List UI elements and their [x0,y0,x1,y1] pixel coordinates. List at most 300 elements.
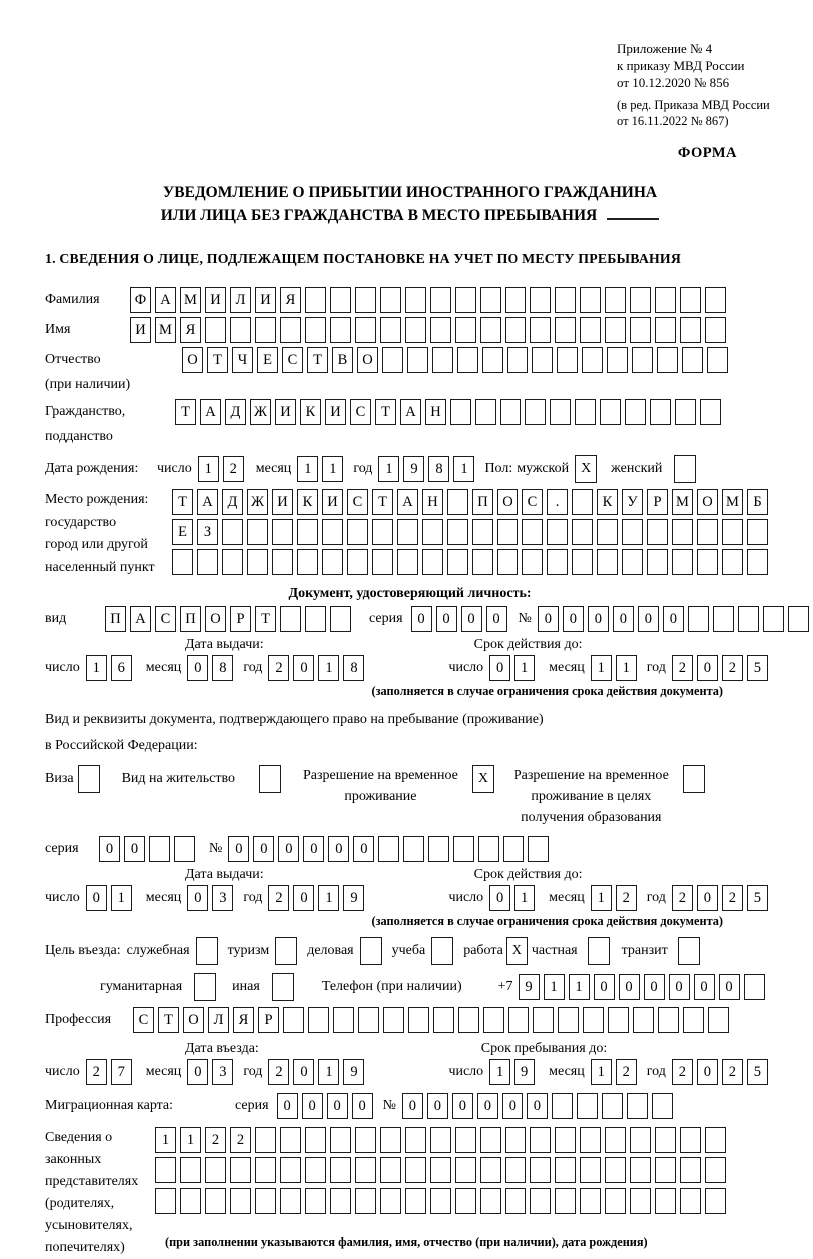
char-box [405,1127,426,1153]
char-box [457,347,478,373]
char-box [738,606,759,632]
char-box: 2 [722,1059,743,1085]
char-box [744,974,765,1000]
char-box [172,549,193,575]
month-label: месяц [145,660,182,675]
stay-year-boxes [672,1059,772,1085]
rep-label-6: попечителях) [45,1240,125,1255]
char-box: Т [255,606,276,632]
char-box [305,1157,326,1183]
char-box [383,1007,404,1033]
char-box: 5 [747,1059,768,1085]
char-box [505,1157,526,1183]
year-label: год [646,660,666,675]
title-underline [607,204,659,220]
char-box [355,317,376,343]
char-box: 1 [453,456,474,482]
char-box [430,317,451,343]
char-box [482,347,503,373]
char-box: М [155,317,176,343]
char-box: 0 [328,836,349,862]
doc-number-label: № [518,611,532,626]
representatives-row [45,1127,775,1259]
char-box [530,287,551,313]
year-label: год [243,890,263,905]
rep-label-2: законных [45,1152,102,1167]
char-box: 2 [230,1127,251,1153]
char-box: 1 [318,885,339,911]
char-box: Т [207,347,228,373]
char-box: И [205,287,226,313]
char-box [605,1188,626,1214]
char-box [605,1127,626,1153]
char-box: Р [230,606,251,632]
char-box [230,1157,251,1183]
char-box: 2 [268,655,289,681]
char-box [480,317,501,343]
char-box [655,1127,676,1153]
char-box: 0 [277,1093,298,1119]
char-box: К [597,489,618,515]
name-label: Имя [45,322,71,337]
purpose-row-2 [45,973,775,1001]
citizenship-label-1: Гражданство, [45,404,126,419]
char-box [355,287,376,313]
char-box [630,287,651,313]
char-box: З [197,519,218,545]
char-box [297,519,318,545]
char-box [505,287,526,313]
char-box: 0 [253,836,274,862]
entry-dates-row [45,1059,775,1085]
form-title [45,182,775,227]
char-box: Т [307,347,328,373]
visa-checkbox [78,765,100,793]
char-box: 0 [352,1093,373,1119]
char-box [680,287,701,313]
phone-prefix: +7 [497,979,513,994]
char-box: И [275,399,296,425]
doc-validity-note: (заполняется в случае ограничения срока действия документа) [371,684,723,698]
patronymic-boxes [182,347,732,373]
char-box: 0 [293,655,314,681]
day-label: число [448,890,484,905]
purpose-study-checkbox [431,937,453,965]
char-box [380,287,401,313]
rep-label-1: Сведения о [45,1130,113,1145]
char-box [308,1007,329,1033]
char-box: П [472,489,493,515]
appendix-block [617,40,775,129]
char-box [405,1157,426,1183]
char-box [713,606,734,632]
stay-day-boxes [489,1059,539,1085]
char-box: 0 [124,836,145,862]
char-box [547,549,568,575]
char-box [550,399,571,425]
char-box [530,1157,551,1183]
char-box: С [350,399,371,425]
char-box: 8 [343,655,364,681]
char-box: Ж [250,399,271,425]
birth-day-boxes [198,456,248,482]
char-box [455,287,476,313]
char-box [557,347,578,373]
char-box [422,519,443,545]
char-box: 0 [697,1059,718,1085]
char-box: 0 [302,1093,323,1119]
char-box: 0 [563,606,584,632]
char-box [788,606,809,632]
purpose-other-checkbox [272,973,294,1001]
res-issue-month-boxes [187,885,237,911]
char-box: 0 [527,1093,548,1119]
patronymic-note: (при наличии) [45,377,131,392]
char-box [652,1093,673,1119]
char-box: 7 [111,1059,132,1085]
char-box [430,287,451,313]
residence-permit-label: Вид на жительство [121,771,235,786]
char-box: 2 [223,456,244,482]
char-box: С [522,489,543,515]
char-box: 0 [402,1093,423,1119]
char-box [472,549,493,575]
char-box [378,836,399,862]
char-box: Ч [232,347,253,373]
doc-dates-header [45,637,775,653]
purpose-business-label: деловая [307,943,354,958]
char-box [705,1127,726,1153]
char-box: Н [422,489,443,515]
char-box: С [282,347,303,373]
phone-boxes [519,974,769,1000]
temp-residence-education-label: Разрешение на временное проживание в целях получения образования [513,768,669,825]
char-box: 1 [86,655,107,681]
char-box: 0 [187,885,208,911]
char-box: А [130,606,151,632]
char-box [622,519,643,545]
char-box: Т [175,399,196,425]
month-label: месяц [549,890,585,905]
char-box: 0 [538,606,559,632]
char-box [655,1188,676,1214]
char-box [497,519,518,545]
char-box [405,317,426,343]
char-box [480,1157,501,1183]
doc-issue-month-boxes [187,655,237,681]
char-box: И [255,287,276,313]
year-label: год [243,660,263,675]
char-box: О [205,606,226,632]
char-box [532,347,553,373]
char-box [408,1007,429,1033]
char-box: Ж [247,489,268,515]
char-box [280,1157,301,1183]
char-box: Е [172,519,193,545]
day-label: число [45,660,80,675]
char-box [680,1188,701,1214]
purpose-tourism-label: туризм [227,943,270,958]
char-box: 1 [514,885,535,911]
citizenship-boxes [175,399,725,425]
char-box: 0 [489,655,510,681]
char-box [272,519,293,545]
char-box [478,836,499,862]
char-box [580,1157,601,1183]
sex-female-checkbox [674,455,696,483]
month-label: месяц [145,1064,182,1079]
char-box: Я [233,1007,254,1033]
char-box: 0 [594,974,615,1000]
char-box [597,549,618,575]
purpose-official-checkbox [196,937,218,965]
doc-series-label: серия [369,611,403,626]
id-doc-heading: Документ, удостоверяющий личность: [288,586,532,601]
char-box: 1 [378,456,399,482]
char-box [530,1127,551,1153]
month-label: месяц [549,1064,585,1079]
char-box: 0 [486,606,507,632]
char-box: 0 [461,606,482,632]
amendment-block [617,97,775,129]
char-box [380,1157,401,1183]
char-box: 0 [86,885,107,911]
entry-month-boxes [187,1059,237,1085]
char-box [697,549,718,575]
char-box: 9 [343,885,364,911]
char-box: С [133,1007,154,1033]
char-box [630,317,651,343]
char-box: 1 [198,456,219,482]
char-box [380,317,401,343]
sex-female-label: женский [611,461,663,476]
char-box [555,1188,576,1214]
char-box: 9 [343,1059,364,1085]
res-dates-header [45,867,775,883]
char-box [680,317,701,343]
char-box [680,1157,701,1183]
char-box [528,836,549,862]
char-box: 0 [293,1059,314,1085]
char-box: Т [375,399,396,425]
res-issue-day-boxes [86,885,136,911]
appendix-line-1: Приложение № 4 [617,41,713,56]
char-box [380,1188,401,1214]
char-box: О [183,1007,204,1033]
char-box: А [197,489,218,515]
appendix-line-2: к приказу МВД России [617,58,745,73]
char-box [722,549,743,575]
name-boxes [130,317,730,343]
char-box [305,317,326,343]
birthplace-boxes-row2 [172,519,772,545]
entry-date-label: Дата въезда: [185,1041,259,1056]
temp-residence-checkbox: X [472,765,494,793]
purpose-study-label: учеба [391,943,426,958]
char-box [382,347,403,373]
char-box [688,606,709,632]
char-box [572,549,593,575]
char-box [607,347,628,373]
char-box [255,1188,276,1214]
purpose-transit-checkbox [678,937,700,965]
char-box [222,549,243,575]
char-box: 1 [155,1127,176,1153]
char-box [305,1127,326,1153]
char-box: 0 [694,974,715,1000]
char-box [330,1188,351,1214]
char-box [605,1157,626,1183]
char-box: 1 [569,974,590,1000]
char-box [355,1188,376,1214]
char-box [422,549,443,575]
char-box [680,1127,701,1153]
char-box: 0 [619,974,640,1000]
year-label: год [243,1064,263,1079]
char-box: 3 [212,885,233,911]
form-label: ФОРМА [677,145,737,161]
char-box: 0 [489,885,510,911]
char-box: М [180,287,201,313]
char-box: 1 [489,1059,510,1085]
char-box [280,1127,301,1153]
char-box [322,549,343,575]
char-box [280,317,301,343]
char-box: 1 [616,655,637,681]
char-box: Н [425,399,446,425]
char-box [305,606,326,632]
char-box [633,1007,654,1033]
char-box [682,347,703,373]
char-box [522,519,543,545]
char-box [280,1188,301,1214]
char-box: О [357,347,378,373]
char-box [497,549,518,575]
doc-kind-boxes [105,606,355,632]
char-box [600,399,621,425]
char-box [297,549,318,575]
char-box [503,836,524,862]
char-box [700,399,721,425]
profession-row [45,1007,775,1033]
char-box [522,549,543,575]
amendment-line-2: от 16.11.2022 № 867) [617,114,729,128]
char-box [672,549,693,575]
char-box [558,1007,579,1033]
purpose-transit-label: транзит [621,943,668,958]
char-box [572,519,593,545]
char-box: Е [257,347,278,373]
birthplace-boxes-row3 [172,549,772,575]
char-box: А [200,399,221,425]
char-box: Д [225,399,246,425]
month-label: месяц [255,461,292,476]
rep-boxes-row2 [155,1157,730,1183]
char-box [405,287,426,313]
birthplace-label-2: государство [45,514,117,530]
rep-label-3: представителях [45,1174,139,1189]
char-box [657,347,678,373]
char-box: 0 [477,1093,498,1119]
char-box: Д [222,489,243,515]
char-box [747,519,768,545]
migration-card-row [45,1093,775,1119]
char-box [647,519,668,545]
char-box: 9 [519,974,540,1000]
char-box: М [672,489,693,515]
char-box: 0 [99,836,120,862]
char-box: 0 [427,1093,448,1119]
residence-permit-checkbox [259,765,281,793]
char-box: А [155,287,176,313]
char-box [555,287,576,313]
char-box: 0 [436,606,457,632]
name-row [45,317,775,343]
char-box: 0 [293,885,314,911]
char-box: 0 [663,606,684,632]
purpose-humanitarian-checkbox [194,973,216,1001]
char-box [580,317,601,343]
surname-label: Фамилия [45,292,100,307]
res-valid-until-label: Срок действия до: [473,867,583,882]
doc-issue-year-boxes [268,655,368,681]
char-box [530,317,551,343]
char-box: 0 [303,836,324,862]
char-box: 9 [403,456,424,482]
char-box [372,549,393,575]
char-box [430,1188,451,1214]
char-box [197,549,218,575]
char-box: 1 [297,456,318,482]
residence-doc-line1: Вид и реквизиты документа, подтверждающего право на пребывание (проживание) [45,712,544,727]
char-box [632,347,653,373]
birthplace-label-4: населенный пункт [45,559,155,575]
profession-boxes [133,1007,733,1033]
entry-year-boxes [268,1059,368,1085]
char-box: Л [230,287,251,313]
char-box: Р [258,1007,279,1033]
residence-doc-paragraph [45,707,775,759]
char-box: Т [372,489,393,515]
char-box: К [297,489,318,515]
char-box: 3 [212,1059,233,1085]
year-label: год [353,461,373,476]
purpose-humanitarian-label: гуманитарная [100,979,183,994]
char-box [572,489,593,515]
char-box [630,1157,651,1183]
purpose-work-checkbox: X [506,937,528,965]
char-box [447,489,468,515]
temp-residence-education-checkbox [683,765,705,793]
purpose-tourism-checkbox [275,937,297,965]
char-box [230,317,251,343]
day-label: число [45,1064,80,1079]
res-number-label: № [209,841,223,856]
char-box [330,287,351,313]
char-box: 0 [669,974,690,1000]
mig-number-boxes [402,1093,677,1119]
sex-male-label: мужской [517,461,570,476]
char-box [683,1007,704,1033]
char-box [505,1188,526,1214]
char-box [380,1127,401,1153]
char-box: 2 [672,1059,693,1085]
char-box [472,519,493,545]
char-box: 5 [747,885,768,911]
char-box [625,399,646,425]
char-box [505,317,526,343]
char-box [675,399,696,425]
